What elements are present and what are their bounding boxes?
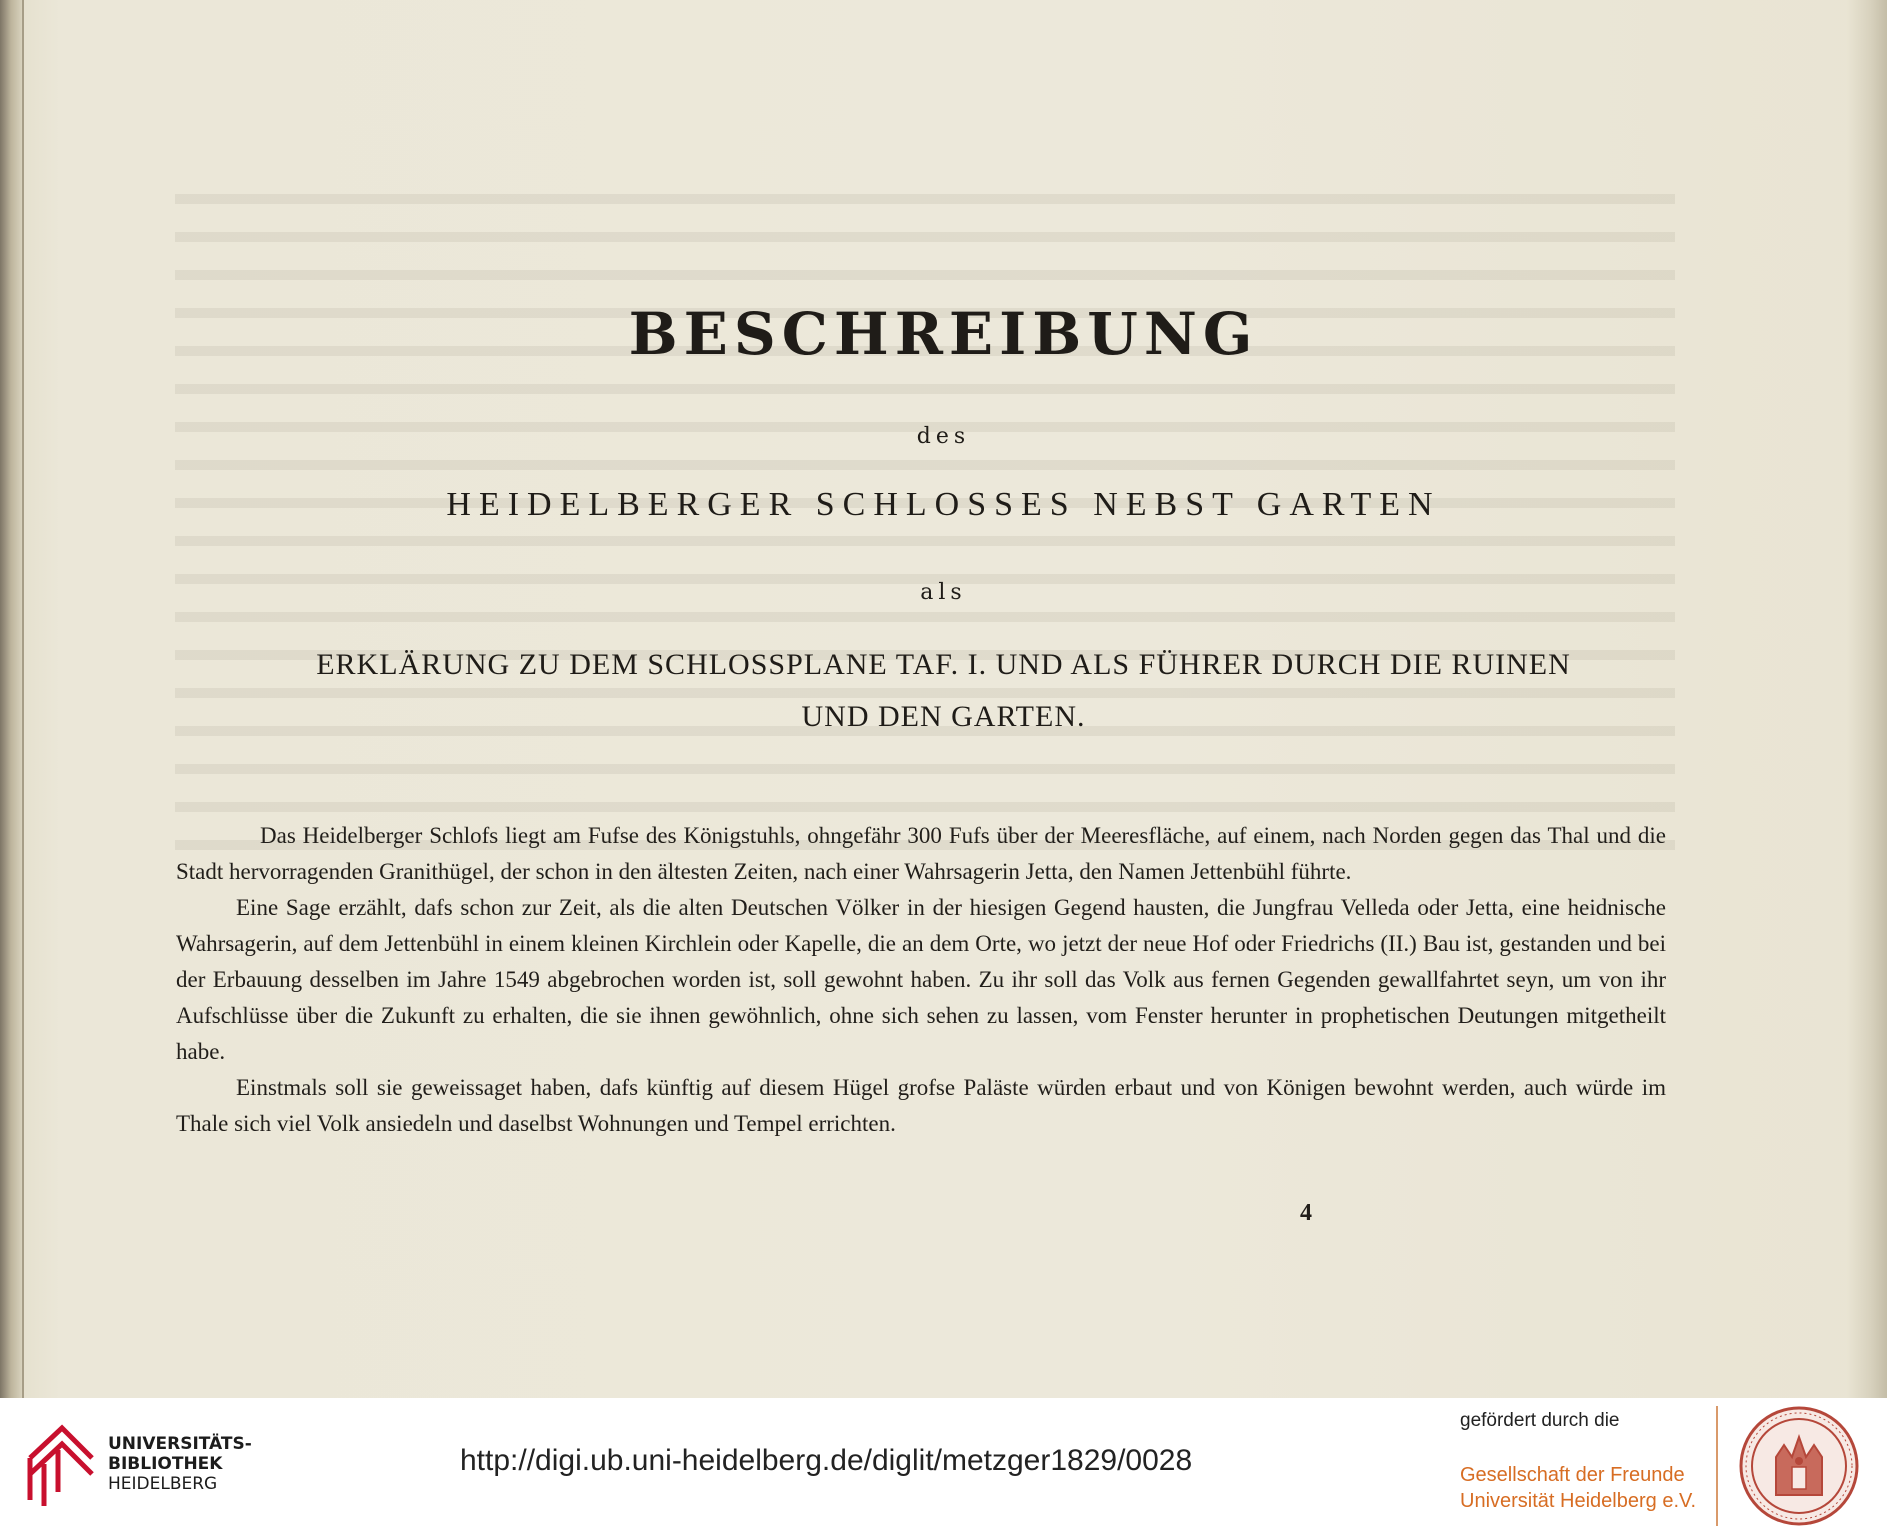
society-line-2: Universität Heidelberg e.V.: [1460, 1490, 1697, 1512]
body-text: [176, 818, 1666, 1142]
paragraph-1: Das Heidelberger Schlofs liegt am Fufse des Königstuhls, ohngefähr 300 Fufs über der Meeresfläche, auf einem, nach Norden gegen das Thal und die Stadt hervorragenden Granithügel, der schon in den ältesten Zeiten, nach einer Wahrsagerin Jetta, den Namen Jettenbühl führte.: [176, 823, 1666, 884]
library-line-1: UNIVERSITÄTS-: [108, 1434, 252, 1454]
ub-logo-icon: [22, 1418, 100, 1508]
document-subtitle: HEIDELBERGER SCHLOSSES NEBST GARTEN: [446, 486, 1441, 523]
library-line-3: HEIDELBERG: [108, 1474, 218, 1494]
paragraph-3: Einstmals soll sie geweissaget haben, dafs künftig auf diesem Hügel grofse Paläste würden erbaut und von Königen bewohnt werden, auch würde im Thale sich viel Volk ansiedeln und daselbst Wohnungen und Tempel errichten.: [176, 1075, 1666, 1136]
footer-divider: [1716, 1406, 1718, 1526]
page-edge: [22, 0, 24, 1398]
society-name[interactable]: [1460, 1462, 1696, 1514]
paragraph-2: Eine Sage erzählt, dafs schon zur Zeit, als die alten Deutschen Völker in der hiesigen Gegend hausten, die Jungfrau Velleda oder Jetta, eine heidnische Wahrsagerin, auf dem Jettenbühl in einem kleinen Kirchlein oder Kapelle, die an dem Orte, wo jetzt der neue Hof oder Friedrichs (II.) Bau ist, gestanden und bei der Erbauung desselben im Jahre 1549 abgebrochen worden ist, soll gewohnt haben. Zu ihr soll das Volk aus fernen Gegenden gewallfahrtet seyn, um von ihr Aufschlüsse über die Zukunft zu erhalten, die sie ihnen gewöhnlich, ohne sich sehen zu lassen, vom Fenster herunter in prophetischen Deutungen mitgetheilt habe.: [176, 895, 1666, 1064]
book-spine: [0, 0, 22, 1398]
library-line-2: BIBLIOTHEK: [108, 1454, 223, 1474]
connector-des: des: [916, 424, 971, 449]
funded-by-label: gefördert durch die: [1460, 1410, 1620, 1431]
page-right-edge: [1847, 0, 1887, 1398]
document-title: BESCHREIBUNG: [628, 300, 1259, 368]
footer-bar: [0, 1398, 1887, 1533]
permalink-url[interactable]: http://digi.ub.uni-heidelberg.de/diglit/metzger1829/0028: [460, 1444, 1193, 1477]
explanation-line-1: ERKLÄRUNG ZU DEM SCHLOSSPLANE TAF. I. UND ALS FÜHRER DURCH DIE RUINEN: [316, 648, 1571, 681]
library-name: [108, 1434, 252, 1494]
explanation-line-2: UND DEN GARTEN.: [801, 700, 1086, 733]
connector-als: als: [920, 580, 967, 605]
page-number: 4: [1300, 1200, 1312, 1226]
society-line-1: Gesellschaft der Freunde: [1460, 1464, 1685, 1486]
university-seal-icon: [1738, 1405, 1860, 1527]
